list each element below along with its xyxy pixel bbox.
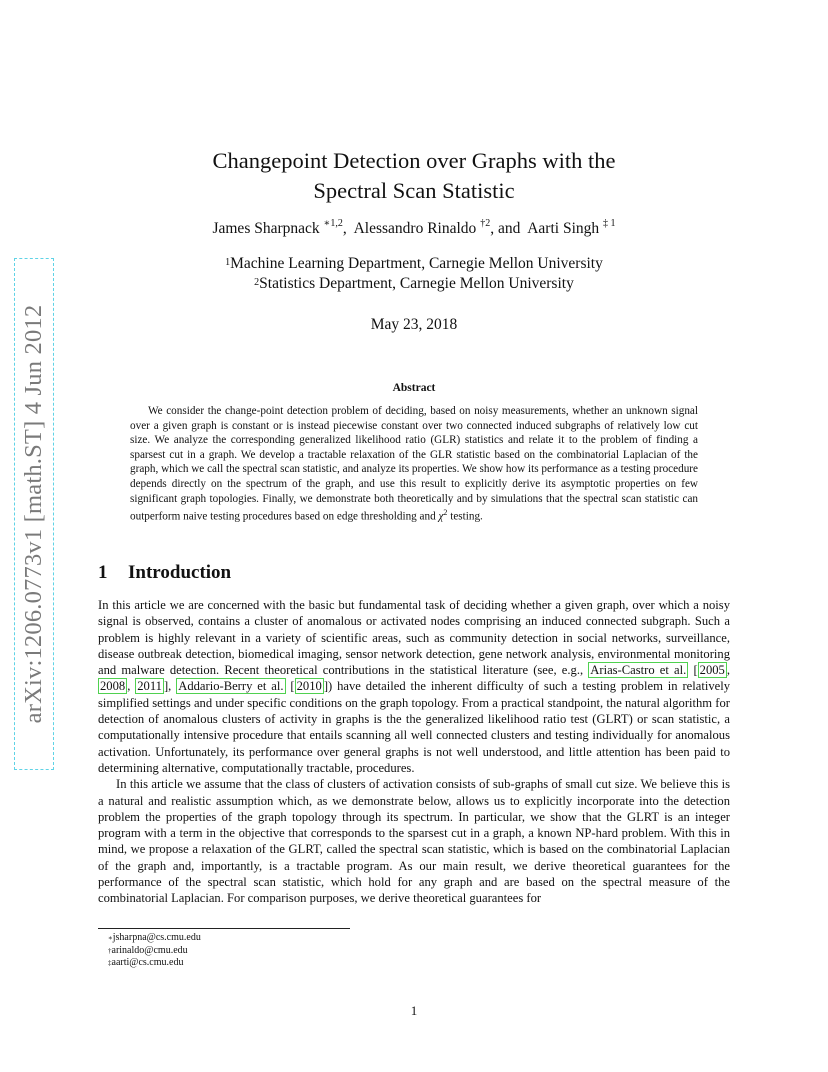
abstract-end: testing. (447, 510, 483, 523)
footnotes (108, 932, 201, 970)
chi-symbol: χ (438, 510, 444, 523)
author-name: James Sharpnack (212, 220, 320, 237)
chi-exponent: 2 (443, 508, 448, 518)
paragraph: In this article we are concerned with the basic but fundamental task of deciding whether a given graph, over which a noisy signal is observed, contains a cluster of anomalous or activated nodes comprising an induced connected subgraph. Such a problem is highly relevant in a variety of scientific areas, such as community detection in social networks, surveillance, disease outbreak detection, biomedical imaging, sensor network detection, gene network analysis, environmental monitoring and malware detection. Recent theoretical contributions in the statistical literature (see, e.g., Arias-Castro et al. [ 2005 , 2008 , 2011 ], Addario-Berry et al. [ 2010 ]) have detailed the inherent difficulty of such a testing problem in relatively simplified settings and under specific conditions on the graph topology. From a practical standpoint, the natural algorithm for detection of anomalous clusters of activity in graphs is the the generalized likelihood ratio test (GLRT) or scan statistic, a computationally intensive procedure that entails scanning all well connected clusters and testing individually for anomalous activation. Unfortunately, its performance over general graphs is not well understood, and little attention has been paid to determining alternative, computationally tractable, procedures. (98, 598, 731, 775)
page-number: 1 (410, 1003, 418, 1018)
footnote-email: arinaldo@cmu.edu (111, 944, 188, 956)
intro-body (98, 597, 730, 907)
abstract-body (130, 404, 698, 524)
affiliations (0, 254, 828, 294)
paragraph: In this article we assume that the class of clusters of activation consists of sub-graphs of small cut size. We believe this is a natural and realistic assumption which, as we demonstrate below, allows us to explicitly incorporate into the detection problem the properties of the graph topology through its spectrum. In particular, we show that the GLRT is an integer program with a term in the objective that corresponds to the sparsest cut in a graph, a known NP-hard problem. With this in mind, we propose a relaxation of the GLRT, called the spectral scan statistic, which is based on the combinatorial Laplacian of the graph and, importantly, is a tractable program. As our main result, we derive theoretical guarantees for the performance of the spectral scan statistic, which hold for any graph and are based on the spectral measure of the combinatorial Laplacian. For comparison purposes, we derive theoretical guarantees for (98, 777, 730, 906)
author-and: and (497, 220, 521, 237)
author-name: Alessandro Rinaldo (353, 220, 477, 237)
affiliation (0, 254, 828, 274)
arxiv-id[interactable]: arXiv:1206.0773v1 [math.ST] 4 Jun 2012 (14, 258, 54, 770)
footnote (108, 932, 201, 945)
citation-link[interactable]: 2008 (100, 679, 126, 694)
section-title: Introduction (128, 562, 232, 583)
abstract-text: We consider the change-point detection problem of deciding, based on noisy measurements, whether an unknown signal over a given graph is constant or is instead piecewise constant over two connected induced subgraphs of relatively low cut size. We analyze the corresponding generalized likelihood ratio (GLR) statistics and relate it to the problem of finding a sparsest cut in a graph. We develop a tractable relaxation of the GLR statistic based on the combinatorial Laplacian of the graph, which we call the spectral scan statistic, and analyze its properties. We show how its performance as a testing procedure depends directly on the spectrum of the graph, and use this result to explicitly derive its asymptotic properties on few significant graph topologies. Finally, we demonstrate both theoretically and by simulations that the spectral scan statistic can outperform naive testing procedures based on edge thresholding and (130, 405, 698, 523)
affiliation (0, 274, 828, 294)
affiliation-number: 1 (225, 257, 231, 268)
author-marks: †2 (480, 218, 491, 229)
footnote (108, 957, 201, 970)
title-line-2: Spectral Scan Statistic (313, 178, 515, 203)
paper-date: May 23, 2018 (370, 316, 458, 333)
author-marks: ‡ 1 (603, 218, 616, 229)
citation-link[interactable]: 2011 (137, 679, 162, 694)
citation-link[interactable]: Addario-Berry et al. (178, 679, 284, 694)
abstract-heading: Abstract (392, 382, 436, 394)
section-number: 1 (98, 562, 108, 583)
affiliation-text: Machine Learning Department, Carnegie Mellon University (230, 255, 603, 272)
arxiv-stamp[interactable] (14, 258, 54, 770)
footnote-mark: ‡ (108, 959, 112, 967)
affiliation-number: 2 (254, 277, 260, 288)
paper-title (0, 146, 828, 206)
section-heading (98, 562, 231, 584)
citation-link[interactable]: Arias-Castro et al. (590, 663, 687, 678)
citation-link[interactable]: 2005 (699, 663, 725, 678)
footnote-email: jsharpna@cs.cmu.edu (112, 932, 201, 943)
footnote-mark: † (108, 946, 112, 955)
title-line-1: Changepoint Detection over Graphs with the (212, 148, 616, 173)
author-list: James Sharpnack $^{∗1,2}$, Alessandro Rinaldo $^{\dagger 2}$, and Aarti Singh $^{\ddagger 1}$ (212, 218, 616, 237)
citation-link[interactable]: 2010 (296, 679, 322, 694)
paragraph-text: ) have detailed the inherent difficulty of such a testing problem in relatively simplified settings and under specific conditions on the graph topology. From a practical standpoint, the natural algorithm for detection of anomalous clusters of activity in graphs is the the generalized likelihood ratio test (GLRT) or scan statistic, a computationally intensive procedure that entails scanning all well connected clusters and testing individually for anomalous activation. Unfortunately, its performance over general graphs is not well understood, and little attention has been paid to determining alternative, computationally tractable, procedures. (98, 679, 731, 775)
footnote-rule (98, 928, 350, 929)
author-name: Aarti Singh (527, 220, 600, 237)
author-marks: ∗1,2 (323, 218, 343, 229)
paragraph-text: In this article we are concerned with the basic but fundamental task of deciding whether a given graph, over which a noisy signal is observed, contains a cluster of anomalous or activated nodes comprising an induced connected subgraph. Such a problem is highly relevant in a variety of scientific areas, such as community detection in social networks, surveillance, disease outbreak detection, biomedical imaging, sensor network detection, gene network analysis, environmental monitoring and malware detection. Recent theoretical contributions in the statistical literature (see, e.g., (98, 598, 730, 678)
affiliation-text: Statistics Department, Carnegie Mellon University (259, 275, 574, 292)
footnote (108, 945, 201, 958)
footnote-mark: ∗ (108, 934, 113, 942)
footnote-email: aarti@cs.cmu.edu (111, 957, 184, 968)
